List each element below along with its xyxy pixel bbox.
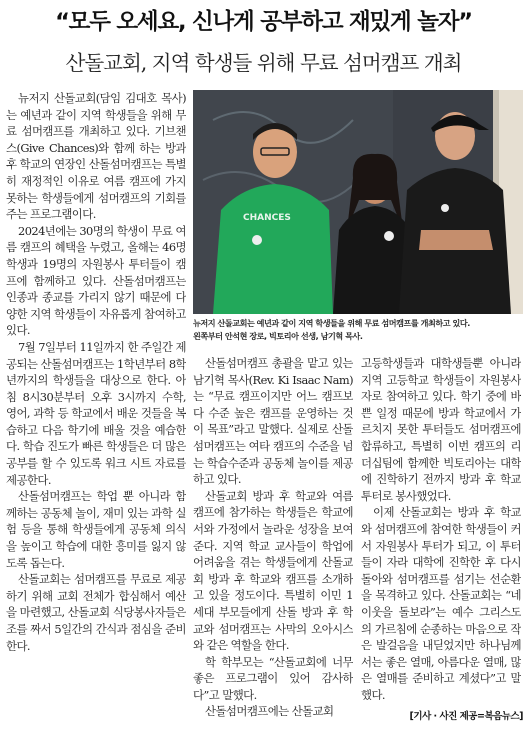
paragraph: 이제 산돌교회는 방과 후 학교와 섬머캠프에 참여한 학생들이 커서 자원봉사 투터가 되고, 이 투터들이 자라 대학에 진학한 후 다시 돌아와 섬머캠프를 섬기는 선순환을 목격하고 있다. 산돌교회는 “네 이웃을 돌보라”는 예수 그리스도의 가르침에 순종하는 마음으로 작은 발걸음을 내딛었지만 하나님께서는 좋은 열매, 아름다운 열매, 많은 열매를 준비하고 계셨다”고 말했다.: [361, 505, 521, 700]
paragraph: 산돌섬머캠프에는 산돌교회: [205, 704, 334, 719]
photo-credit: [기사 · 사진 제공=복음뉴스]: [409, 711, 523, 722]
paragraph: 산돌교회 방과 후 학교와 여름 캠프에 참가하는 학생들은 학교에서와 가정에서 놀라운 성장을 보여준다. 지역 학교 교사들이 학업에 어려움을 겪는 학생들에게 산돌교회 방과 후 학교와 캠프를 소개하고 있을 정도이다. 특별히 이민 1세대 부모들에게 산돌 방과 후 학교와 섬머캠프는 사막의 오아시스와 같은 역할을 한다.: [193, 488, 353, 653]
paragraph: 산돌교회는 섬머캠프를 무료로 제공하기 위해 교회 전체가 합심해서 예산을 마련했고, 산돌교회 식당봉사자들은 조를 짜서 5일간의 간식과 점심을 준비한다.: [6, 572, 186, 653]
article-photo: [193, 90, 523, 314]
body-column-middle: [193, 355, 353, 728]
paragraph: 고등학생들과 대학생들뿐 아니라 지역 고등학교 학생들이 자원봉사자로 참여하고 있다. 학기 중에 바쁜 일정 때문에 방과 학교에서 가르치지 못한 투터들도 섬머캠프에 합류하고, 특별히 이번 캠프의 리더십팀에 함께한 빅토리아는 대학에 진학하기 전까지 방과 후 학교 투터로 봉사했었다.: [361, 356, 521, 503]
shirt-logo-text: CHANCES: [243, 213, 291, 223]
photo-illustration: [193, 90, 523, 314]
subheadline: 산돌교회, 지역 학생들 위해 무료 섬머캠프 개최: [65, 51, 462, 75]
body-column-left: [6, 90, 186, 728]
paragraph: 7월 7일부터 11일까지 한 주일간 제공되는 산돌섬머캠프는 1학년부터 8학년까지의 학생들을 대상으로 한다. 아침 8시30분부터 오후 3시까지 수학, 영어, 과학 등 학교에서 배운 것들을 복습하고 다음 학기에 배울 것을 예습한다. 학습 진도가 빠른 학생들은 더 많은 공부를 할 수 있도록 워크 시트 자료를 제공한다.: [6, 339, 186, 487]
paragraph: 뉴저지 산돌교회(담임 김대호 목사)는 예년과 같이 지역 학생들을 위해 무료 섬머캠프를 개최하고 있다. 기브챈스(Give Chances)와 함께 하는 방과 후 학교의 연장인 산돌섬머캠프는 특별히 재정적인 이유로 여름 캠프에 가지 못하는 학생들에게 섬머캠프의 기회를 주는 프로그램이다.: [6, 91, 186, 222]
body-column-right: [361, 355, 521, 700]
caption-line: 왼쪽부터 안석현 장로, 빅토리아 선생, 남기혁 목사.: [193, 331, 363, 341]
paragraph: 2024년에는 30명의 학생이 무료 여름 캠프의 혜택을 누렸고, 올해는 46명 학생과 19명의 자원봉사 투터들이 캠프에 함께하고 있다. 산돌섬머캠프는 인종과 종교를 가리지 않기 때문에 다양한 지역 학생들이 자유롭게 참여하고 있다.: [6, 223, 186, 338]
photo-caption: [193, 317, 525, 343]
caption-line: 뉴저지 산돌교회는 예년과 같이 지역 학생들을 위해 무료 섬머캠프를 개최하고 있다.: [193, 318, 470, 328]
headline: “모두 오세요, 신나게 공부하고 재밌게 놀자”: [55, 9, 472, 35]
paragraph: 산돌섬머캠프는 학업 뿐 아니라 함께하는 공동체 놀이, 재미 있는 과학 실험 등을 통해 학생들에게 공동체 의식을 높이고 학습에 대한 흥미를 잃지 않도록 돕는다.: [6, 489, 186, 570]
paragraph: 학 학부모는 “산돌교회에 너무 좋은 프로그램이 있어 감사하다”고 말했다.: [193, 654, 353, 702]
paragraph: 산돌섬머캠프 총괄을 맡고 있는 남기혁 목사(Rev. Ki Isaac Nam)는 “무료 캠프이지만 어느 캠프보다 수준 높은 캠프를 운영하는 것이 목표”라고 말했다. 실제로 산돌 섬머캠프는 여타 캠프의 수준을 넘는 학습수준과 공동체 놀이를 제공하고 있다.: [193, 356, 353, 487]
